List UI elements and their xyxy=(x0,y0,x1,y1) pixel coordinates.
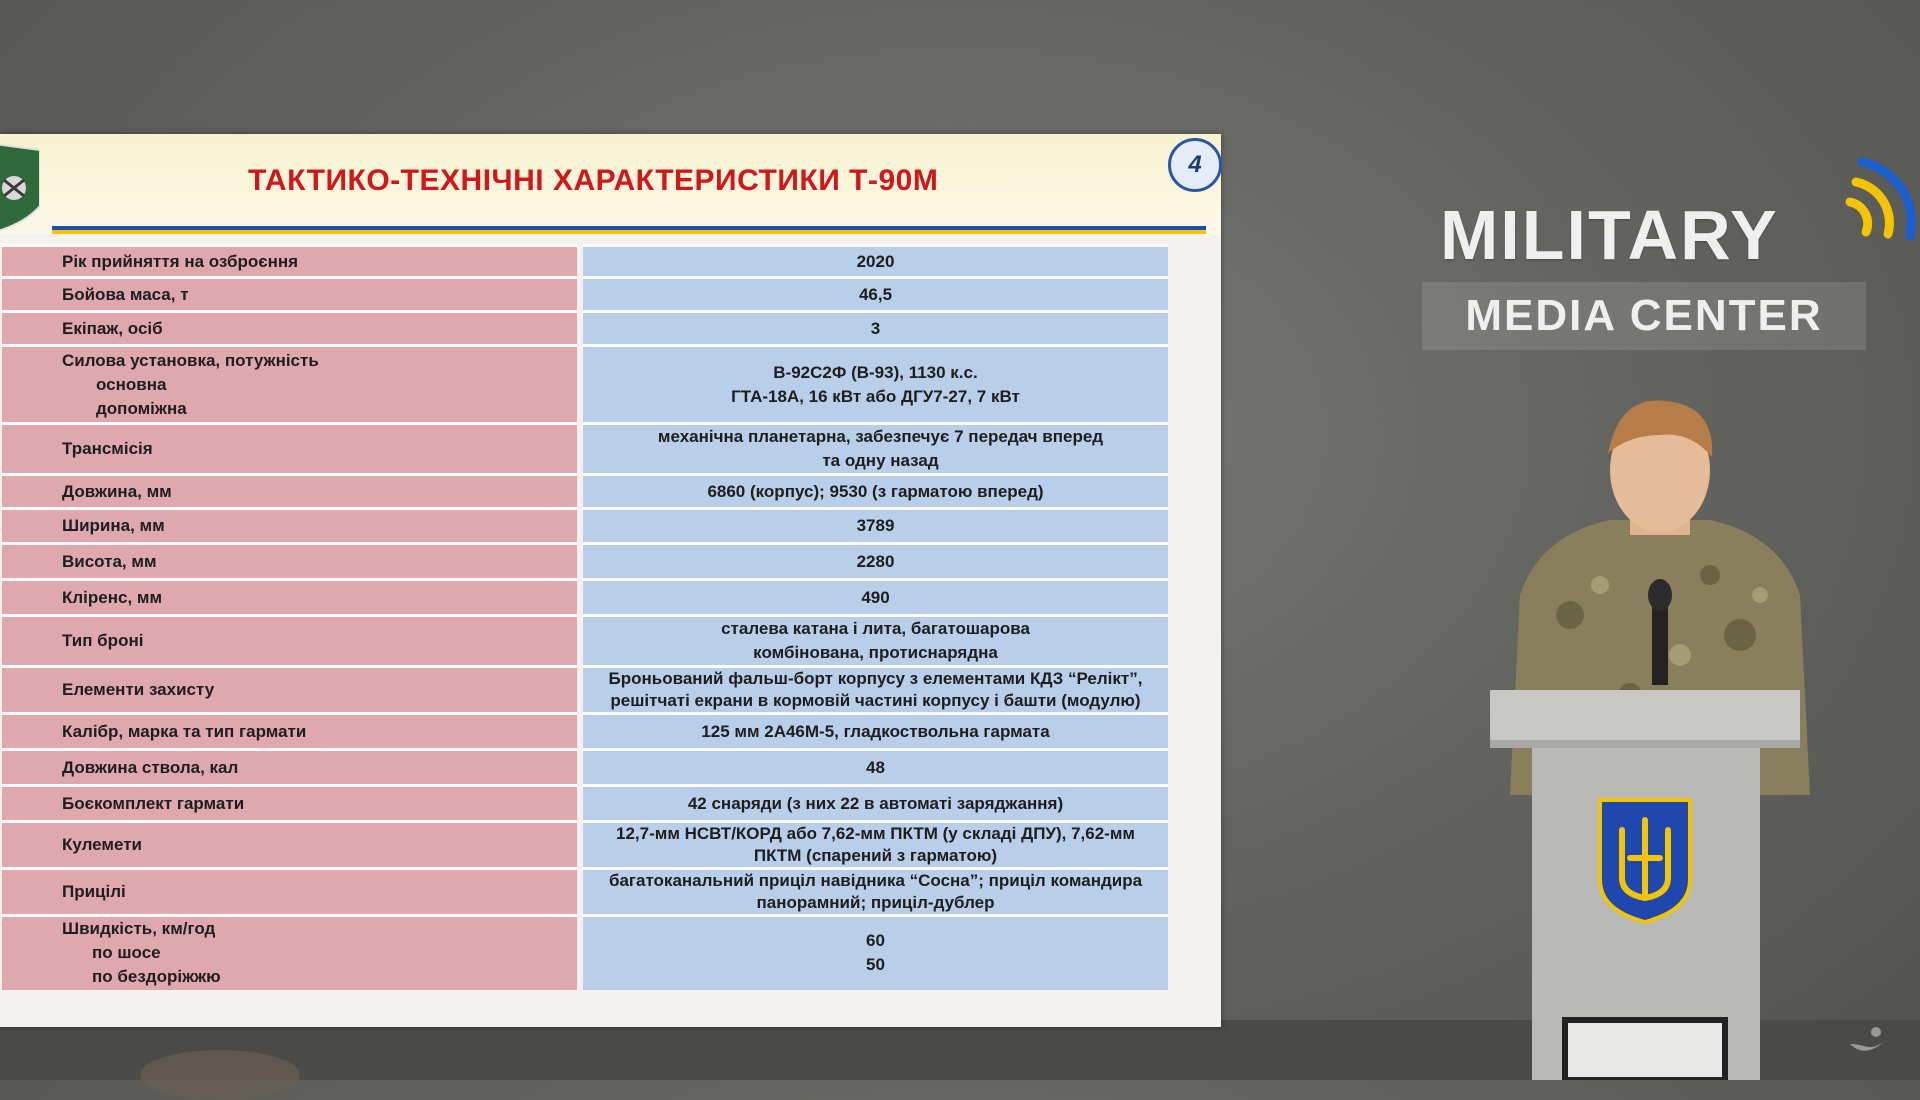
spec-label: Тип броні xyxy=(2,616,580,667)
table-row xyxy=(2,278,1168,312)
spec-label: Боєкомплект гармати xyxy=(2,786,580,822)
spec-value: 3789 xyxy=(580,509,1168,544)
audience-head xyxy=(140,1050,300,1100)
spec-label-main: Силова установка, потужність xyxy=(62,350,319,370)
spec-value: 2020 xyxy=(580,246,1168,278)
spec-value: 42 снаряди (з них 22 в автоматі заряджання) xyxy=(580,786,1168,822)
spec-label: Висота, мм xyxy=(2,544,580,580)
spec-value xyxy=(580,916,1168,990)
spec-value-line: 60 xyxy=(866,931,885,951)
broadcast-arcs-icon xyxy=(1840,136,1920,246)
table-row xyxy=(2,714,1168,750)
table-row xyxy=(2,475,1168,509)
spec-value: сталева катана і лита, багатошарова комбінована, протиснарядна xyxy=(580,616,1168,667)
spec-label-sub: по бездоріжжю xyxy=(92,967,221,987)
spec-label: Довжина, мм xyxy=(2,475,580,509)
page-number-badge: 4 xyxy=(1168,138,1222,192)
spec-label-sub: допоміжна xyxy=(96,398,187,418)
spec-label: Кліренс, мм xyxy=(2,580,580,616)
spec-label: Калібр, марка та тип гармати xyxy=(2,714,580,750)
spec-label xyxy=(2,916,580,990)
spec-label-sub: основна xyxy=(96,374,167,394)
table-row xyxy=(2,544,1168,580)
spec-value-line: ГТА-18А, 16 кВт або ДГУ7-27, 7 кВт xyxy=(731,386,1020,406)
spec-value: 6860 (корпус); 9530 (з гарматою вперед) xyxy=(580,475,1168,509)
spec-value: 48 xyxy=(580,750,1168,786)
spec-value-line: В-92С2Ф (В-93), 1130 к.с. xyxy=(773,362,978,382)
spec-label xyxy=(2,346,580,424)
spec-value: 490 xyxy=(580,580,1168,616)
podium xyxy=(1490,690,1800,1080)
spec-value xyxy=(580,346,1168,424)
spec-label: Рік прийняття на озброєння xyxy=(2,246,580,278)
spec-value-line: 50 xyxy=(866,955,885,975)
specs-table xyxy=(2,244,1168,990)
spec-value: 3 xyxy=(580,312,1168,346)
spec-label-sub: по шосе xyxy=(92,943,161,963)
spec-label: Бойова маса, т xyxy=(2,278,580,312)
ukraine-trident-icon xyxy=(1600,800,1690,922)
spec-label: Трансмісія xyxy=(2,424,580,475)
spec-value: 12,7-мм НСВТ/КОРД або 7,62-мм ПКТМ (у складі ДПУ), 7,62-мм ПКТМ (спарений з гарматою) xyxy=(580,822,1168,869)
spec-label: Кулемети xyxy=(2,822,580,869)
spec-label: Ширина, мм xyxy=(2,509,580,544)
spec-label-main: Швидкість, км/год xyxy=(62,919,216,939)
table-row xyxy=(2,580,1168,616)
spec-value: багатоканальний приціл навідника “Сосна”; приціл командира панорамний; приціл-дублер xyxy=(580,869,1168,916)
table-row xyxy=(2,822,1168,869)
table-row xyxy=(2,312,1168,346)
unit-emblem-icon xyxy=(0,144,40,232)
table-row xyxy=(2,424,1168,475)
logo-media-center-text: MEDIA CENTER xyxy=(1422,282,1866,350)
table-row xyxy=(2,509,1168,544)
table-row xyxy=(2,750,1168,786)
spec-value: 46,5 xyxy=(580,278,1168,312)
spec-label: Прицілі xyxy=(2,869,580,916)
table-row xyxy=(2,346,1168,424)
slide-header xyxy=(0,134,1221,234)
ukraine-flag-divider xyxy=(52,226,1206,234)
channel-watermark-icon xyxy=(1846,1020,1892,1060)
table-row xyxy=(2,616,1168,667)
table-row xyxy=(2,667,1168,714)
table-row xyxy=(2,786,1168,822)
spec-label: Довжина ствола, кал xyxy=(2,750,580,786)
slide-title: ТАКТИКО-ТЕХНІЧНІ ХАРАКТЕРИСТИКИ Т-90М xyxy=(248,164,939,197)
spec-value: 2280 xyxy=(580,544,1168,580)
spec-label: Елементи захисту xyxy=(2,667,580,714)
table-row xyxy=(2,869,1168,916)
logo-military-text: MILITARY xyxy=(1440,196,1779,274)
table-row xyxy=(2,916,1168,990)
table-row xyxy=(2,246,1168,278)
spec-value: Броньований фальш-борт корпусу з елементами КДЗ “Релікт”, решітчаті екрани в кормовій частині корпусу і башти (модулю) xyxy=(580,667,1168,714)
spec-value: 125 мм 2А46М-5, гладкоствольна гармата xyxy=(580,714,1168,750)
spec-label: Екіпаж, осіб xyxy=(2,312,580,346)
spec-value: механічна планетарна, забезпечує 7 передач вперед та одну назад xyxy=(580,424,1168,475)
presentation-slide xyxy=(0,134,1221,1027)
